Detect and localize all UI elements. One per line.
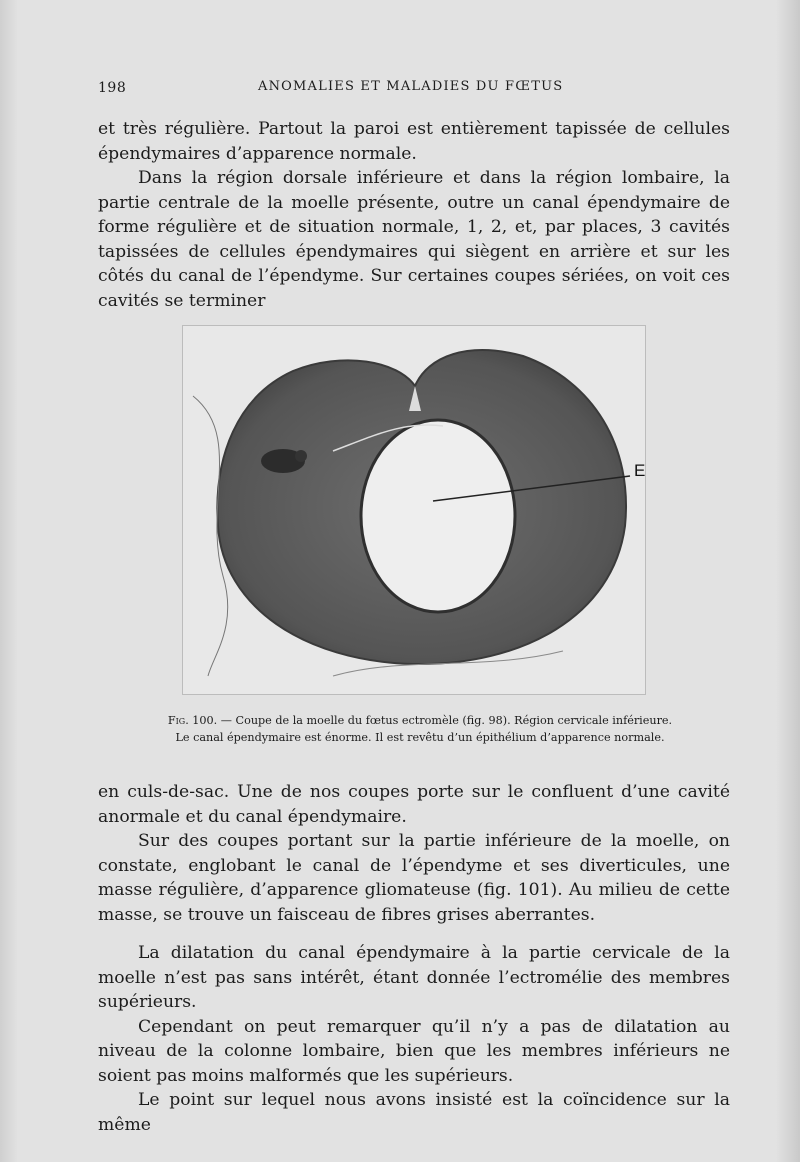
page-number: 198 bbox=[98, 80, 127, 96]
caption-figure-label: Fig. 100. bbox=[167, 714, 218, 727]
spinal-cord-section-image bbox=[183, 326, 645, 694]
paragraph: Sur des coupes portant sur la partie inférieure de la moelle, on constate, englobant le canal de l’épendyme et ses diverticules, une masse régulière, d’apparence gliomateuse (fig. 101). Au milieu de cette masse, se trouve un faisceau de fibres grises aberrantes. bbox=[98, 831, 730, 925]
text-block-top bbox=[98, 117, 730, 313]
text-block-middle bbox=[98, 780, 730, 927]
ependymal-canal bbox=[361, 420, 515, 612]
figure-label-e: E bbox=[634, 461, 645, 480]
caption-line-1 bbox=[118, 712, 722, 729]
paragraph: Le point sur lequel nous avons insisté est la coïncidence sur la même bbox=[98, 1090, 730, 1135]
dark-stain-spot bbox=[295, 450, 307, 462]
running-title: ANOMALIES ET MALADIES DU FŒTUS bbox=[258, 79, 564, 94]
caption-line-2: Le canal épendymaire est énorme. Il est revêtu d’un épithélium d’apparence normale. bbox=[175, 731, 665, 744]
paragraph: en culs-de-sac. Une de nos coupes porte sur le confluent d’une cavité anormale et du canal épendymaire. bbox=[98, 782, 730, 827]
paragraph: Dans la région dorsale inférieure et dans la région lombaire, la partie centrale de la moelle présente, outre un canal épendymaire de forme régulière et de situation normale, 1, 2, et, par places, 3 cavités tapissées de cellules épendymaires qui siègent en arrière et sur les côtés du canal de l’épendyme. Sur certaines coupes sériées, on voit ces cavités se terminer bbox=[98, 168, 730, 311]
figure-caption bbox=[118, 712, 722, 746]
caption-text: — Coupe de la moelle du fœtus ectromèle (fig. 98). Région cervicale inférieure. bbox=[217, 714, 673, 727]
text-block-bottom bbox=[98, 941, 730, 1137]
paragraph: et très régulière. Partout la paroi est entièrement tapissée de cellules épendymaires d’apparence normale. bbox=[98, 119, 730, 164]
paragraph: La dilatation du canal épendymaire à la partie cervicale de la moelle n’est pas sans intérêt, étant donnée l’ectromélie des membres supérieurs. bbox=[98, 943, 730, 1012]
page-header bbox=[98, 76, 732, 100]
paragraph: Cependant on peut remarquer qu’il n’y a pas de dilatation au niveau de la colonne lombaire, bien que les membres inférieurs ne soient pas moins malformés que les supérieurs. bbox=[98, 1016, 730, 1086]
figure-micrograph bbox=[182, 325, 646, 695]
